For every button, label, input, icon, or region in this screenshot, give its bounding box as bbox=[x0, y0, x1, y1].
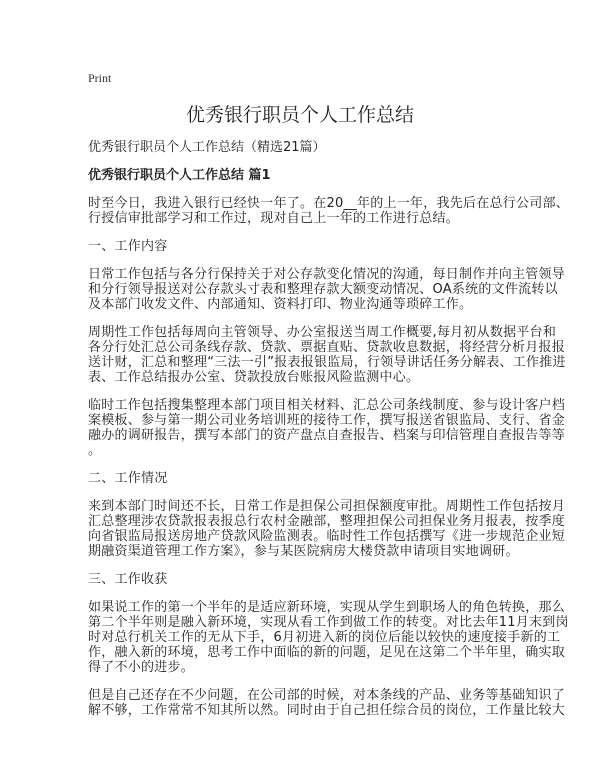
text-line: 和分行领导报送对公存款头寸表和整理存款大额变动情况、OA系统的文件流转以 bbox=[88, 282, 558, 297]
paragraph bbox=[88, 398, 566, 458]
text-line: 如果说工作的第一个半年的是适应新环境，实现从学生到职场人的角色转换，那么 bbox=[88, 600, 566, 615]
paragraph bbox=[88, 499, 566, 559]
paragraph bbox=[88, 600, 569, 675]
subsection-heading bbox=[88, 572, 528, 587]
text-line: 各分行处汇总公司条线存款、贷款、票据直贴、贷款收息数据，将经营分析月报报 bbox=[88, 340, 566, 355]
text-line: 得了不小的进步。 bbox=[88, 660, 195, 675]
document-title: 优秀银行职员个人工作总结 bbox=[185, 104, 414, 126]
paragraph bbox=[88, 267, 566, 312]
text-line: 日常工作包括与各分行保持关于对公存款变化情况的沟通，每日制作并向主管领导 bbox=[88, 267, 566, 282]
text-line: 来到本部门时间还不长，日常工作是担保公司担保额度审批。周期性工作包括按月 bbox=[88, 499, 566, 514]
text-line: 解不够，工作常常不知其所以然。同时由于自己担任综合员的岗位，工作量比较大 bbox=[88, 703, 566, 718]
subsection-heading bbox=[88, 471, 528, 486]
text-line: 期融资渠道管理工作方案》，参与某医院病房大楼贷款申请项目实地调研。 bbox=[88, 544, 519, 559]
text-line: 向省银监局报送房地产贷款风险监测表。临时性工作包括撰写《进一步规范企业短 bbox=[88, 529, 566, 544]
text-line: 案模板、参与第一期公司业务培训班的接待工作，撰写报送省银监局、支行、省金 bbox=[88, 413, 566, 428]
text-line: 周期性工作包括每周向主管领导、办公室报送当周工作概要,每月初从数据平台和 bbox=[88, 325, 557, 340]
text-line: 三、工作收获 bbox=[88, 572, 168, 587]
text-line: 汇总整理涉农贷款报表报总行农村金融部，整理担保公司担保业务月报表，按季度 bbox=[88, 514, 566, 529]
text-line: 。 bbox=[88, 443, 102, 458]
document-subtitle: 优秀银行职员个人工作总结（精选21篇） bbox=[88, 140, 326, 155]
text-line: 作，融入新的环境，思考工作中面临的新的问题，足见在这第二个半年里，确实取 bbox=[88, 645, 566, 660]
text-line: 行授信审批部学习和工作过，现对自己上一年的工作进行总结。 bbox=[88, 211, 460, 226]
document-body bbox=[88, 196, 570, 718]
document bbox=[88, 70, 570, 718]
text-line: 送计财，汇总和整理“三法一引”报表报银监局，行领导讲话任务分解表、工作推进 bbox=[88, 355, 566, 370]
paragraph bbox=[88, 325, 566, 385]
text-line: 但是自己还存在不少问题，在公司部的时候，对本条线的产品、业务等基础知识了 bbox=[88, 688, 566, 703]
subsection-heading bbox=[88, 239, 528, 254]
text-line: 时至今日，我进入银行已经快一年了。在20__年的上一年，我先后在总行公司部、 bbox=[88, 196, 570, 211]
text-line: 及本部门收发文件、内部通知、资料打印、物业沟通等琐碎工作。 bbox=[88, 297, 473, 312]
text-line: 第二个半年则是融入新环境，实现从看工作到做工作的转变。对比去年11月末到岗 bbox=[88, 615, 569, 630]
section-heading: 优秀银行职员个人工作总结 篇1 bbox=[88, 168, 271, 183]
paragraph bbox=[88, 196, 570, 226]
text-line: 一、工作内容 bbox=[88, 239, 168, 254]
text-line: 二、工作情况 bbox=[88, 471, 168, 486]
print-label: Print bbox=[88, 71, 112, 85]
text-line: 时对总行机关工作的无从下手，6月初进入新的岗位后能以较快的速度接手新的工 bbox=[88, 630, 561, 645]
text-line: 融办的调研报告，撰写本部门的资产盘点自查报告、档案与印信管理自查报告等等 bbox=[88, 428, 566, 443]
text-line: 临时工作包括搜集整理本部门项目相关材料、汇总公司条线制度、参与设计客户档 bbox=[88, 398, 566, 413]
text-line: 表、工作总结报办公室、贷款投放台账报风险监测中心。 bbox=[88, 370, 420, 385]
paragraph bbox=[88, 688, 566, 718]
